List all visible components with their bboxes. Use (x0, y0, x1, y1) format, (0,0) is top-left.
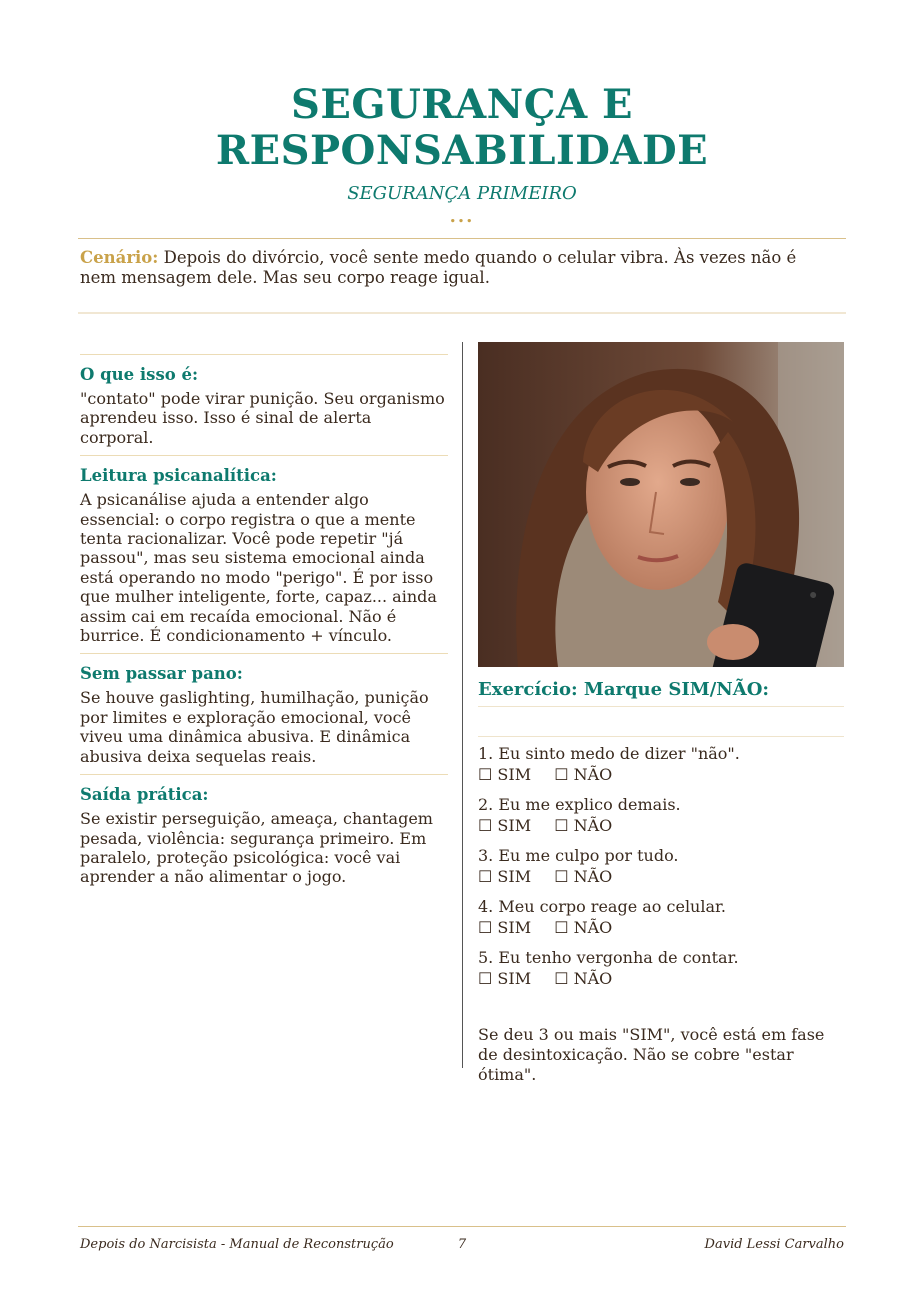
section-body: A psicanálise ajuda a entender algo essencial: o corpo registra o que a mente tenta racionalizar. Você pode repetir "já passou", mas seu sistema emocional ainda está operando no modo "perigo". É por isso que mulher inteligente, forte, capaz... ainda assim cai em recaída emocional. Não é burrice. É condicionamento + vínculo. (80, 490, 437, 646)
section-psychoanalytic-reading (80, 455, 448, 653)
question-item (478, 794, 844, 836)
left-column (80, 354, 448, 895)
page-subtitle: SEGURANÇA PRIMEIRO (347, 183, 577, 204)
checkbox-nao[interactable]: ☐ NÃO (554, 867, 613, 886)
column-divider (462, 342, 463, 1068)
ornament-dots: ... (449, 206, 475, 227)
question-text: 5. Eu tenho vergonha de contar. (478, 948, 739, 967)
section-no-sugarcoating (80, 653, 448, 774)
answer-options (478, 764, 844, 785)
answer-options (478, 815, 844, 836)
footer-divider (78, 1226, 846, 1227)
section-body: "contato" pode virar punição. Seu organismo aprendeu isso. Isso é sinal de alerta corporal. (80, 389, 445, 447)
question-text: 4. Meu corpo reage ao celular. (478, 897, 726, 916)
exercise-questions (478, 743, 844, 998)
section-heading: Leitura psicanalítica: (80, 466, 277, 486)
woman-with-phone-photo (478, 342, 844, 667)
question-text: 1. Eu sinto medo de dizer "não". (478, 744, 740, 763)
checkbox-nao[interactable]: ☐ NÃO (554, 765, 613, 784)
question-item (478, 845, 844, 887)
exercise-divider (478, 736, 844, 737)
footer-book-title: Depois do Narcisista - Manual de Reconstrução (80, 1237, 394, 1252)
checkbox-nao[interactable]: ☐ NÃO (554, 969, 613, 988)
section-heading: Saída prática: (80, 785, 209, 805)
checkbox-nao[interactable]: ☐ NÃO (554, 918, 613, 937)
page-title-line-2: RESPONSABILIDADE (215, 127, 709, 174)
section-body: Se existir perseguição, ameaça, chantagem pesada, violência: segurança primeiro. Em paralelo, proteção psicológica: você vai aprender a não alimentar o jogo. (80, 809, 433, 887)
header-divider (78, 238, 846, 239)
section-heading: Sem passar pano: (80, 664, 243, 684)
scenario-box (80, 248, 800, 288)
exercise-divider (478, 706, 844, 707)
question-text: 3. Eu me culpo por tudo. (478, 846, 679, 865)
section-body: Se houve gaslighting, humilhação, punição por limites e exploração emocional, você viveu uma dinâmica abusiva. E dinâmica abusiva deixa sequelas reais. (80, 688, 429, 766)
question-item (478, 947, 844, 989)
checkbox-sim[interactable]: ☐ SIM (478, 765, 532, 784)
answer-options (478, 917, 844, 938)
question-item (478, 896, 844, 938)
page-title-line-1: SEGURANÇA E (290, 81, 634, 128)
section-practical-exit (80, 774, 448, 895)
scenario-label: Cenário: (80, 248, 159, 267)
answer-options (478, 968, 844, 989)
checkbox-sim[interactable]: ☐ SIM (478, 867, 532, 886)
section-what-it-is (80, 354, 448, 455)
checkbox-nao[interactable]: ☐ NÃO (554, 816, 613, 835)
exercise-title: Exercício: Marque SIM/NÃO: (478, 679, 770, 700)
checkbox-sim[interactable]: ☐ SIM (478, 816, 532, 835)
exercise-conclusion: Se deu 3 ou mais "SIM", você está em fase de desintoxicação. Não se cobre "estar ótima". (478, 1025, 825, 1084)
scenario-divider (78, 312, 846, 314)
answer-options (478, 866, 844, 887)
question-text: 2. Eu me explico demais. (478, 795, 681, 814)
checkbox-sim[interactable]: ☐ SIM (478, 969, 532, 988)
checkbox-sim[interactable]: ☐ SIM (478, 918, 532, 937)
page-title (0, 82, 924, 174)
scenario-text: Depois do divórcio, você sente medo quando o celular vibra. Às vezes não é nem mensagem dele. Mas seu corpo reage igual. (80, 248, 797, 287)
footer-page-number: 7 (457, 1237, 467, 1252)
question-item (478, 743, 844, 785)
section-heading: O que isso é: (80, 365, 199, 384)
footer-author: David Lessi Carvalho (704, 1237, 844, 1252)
